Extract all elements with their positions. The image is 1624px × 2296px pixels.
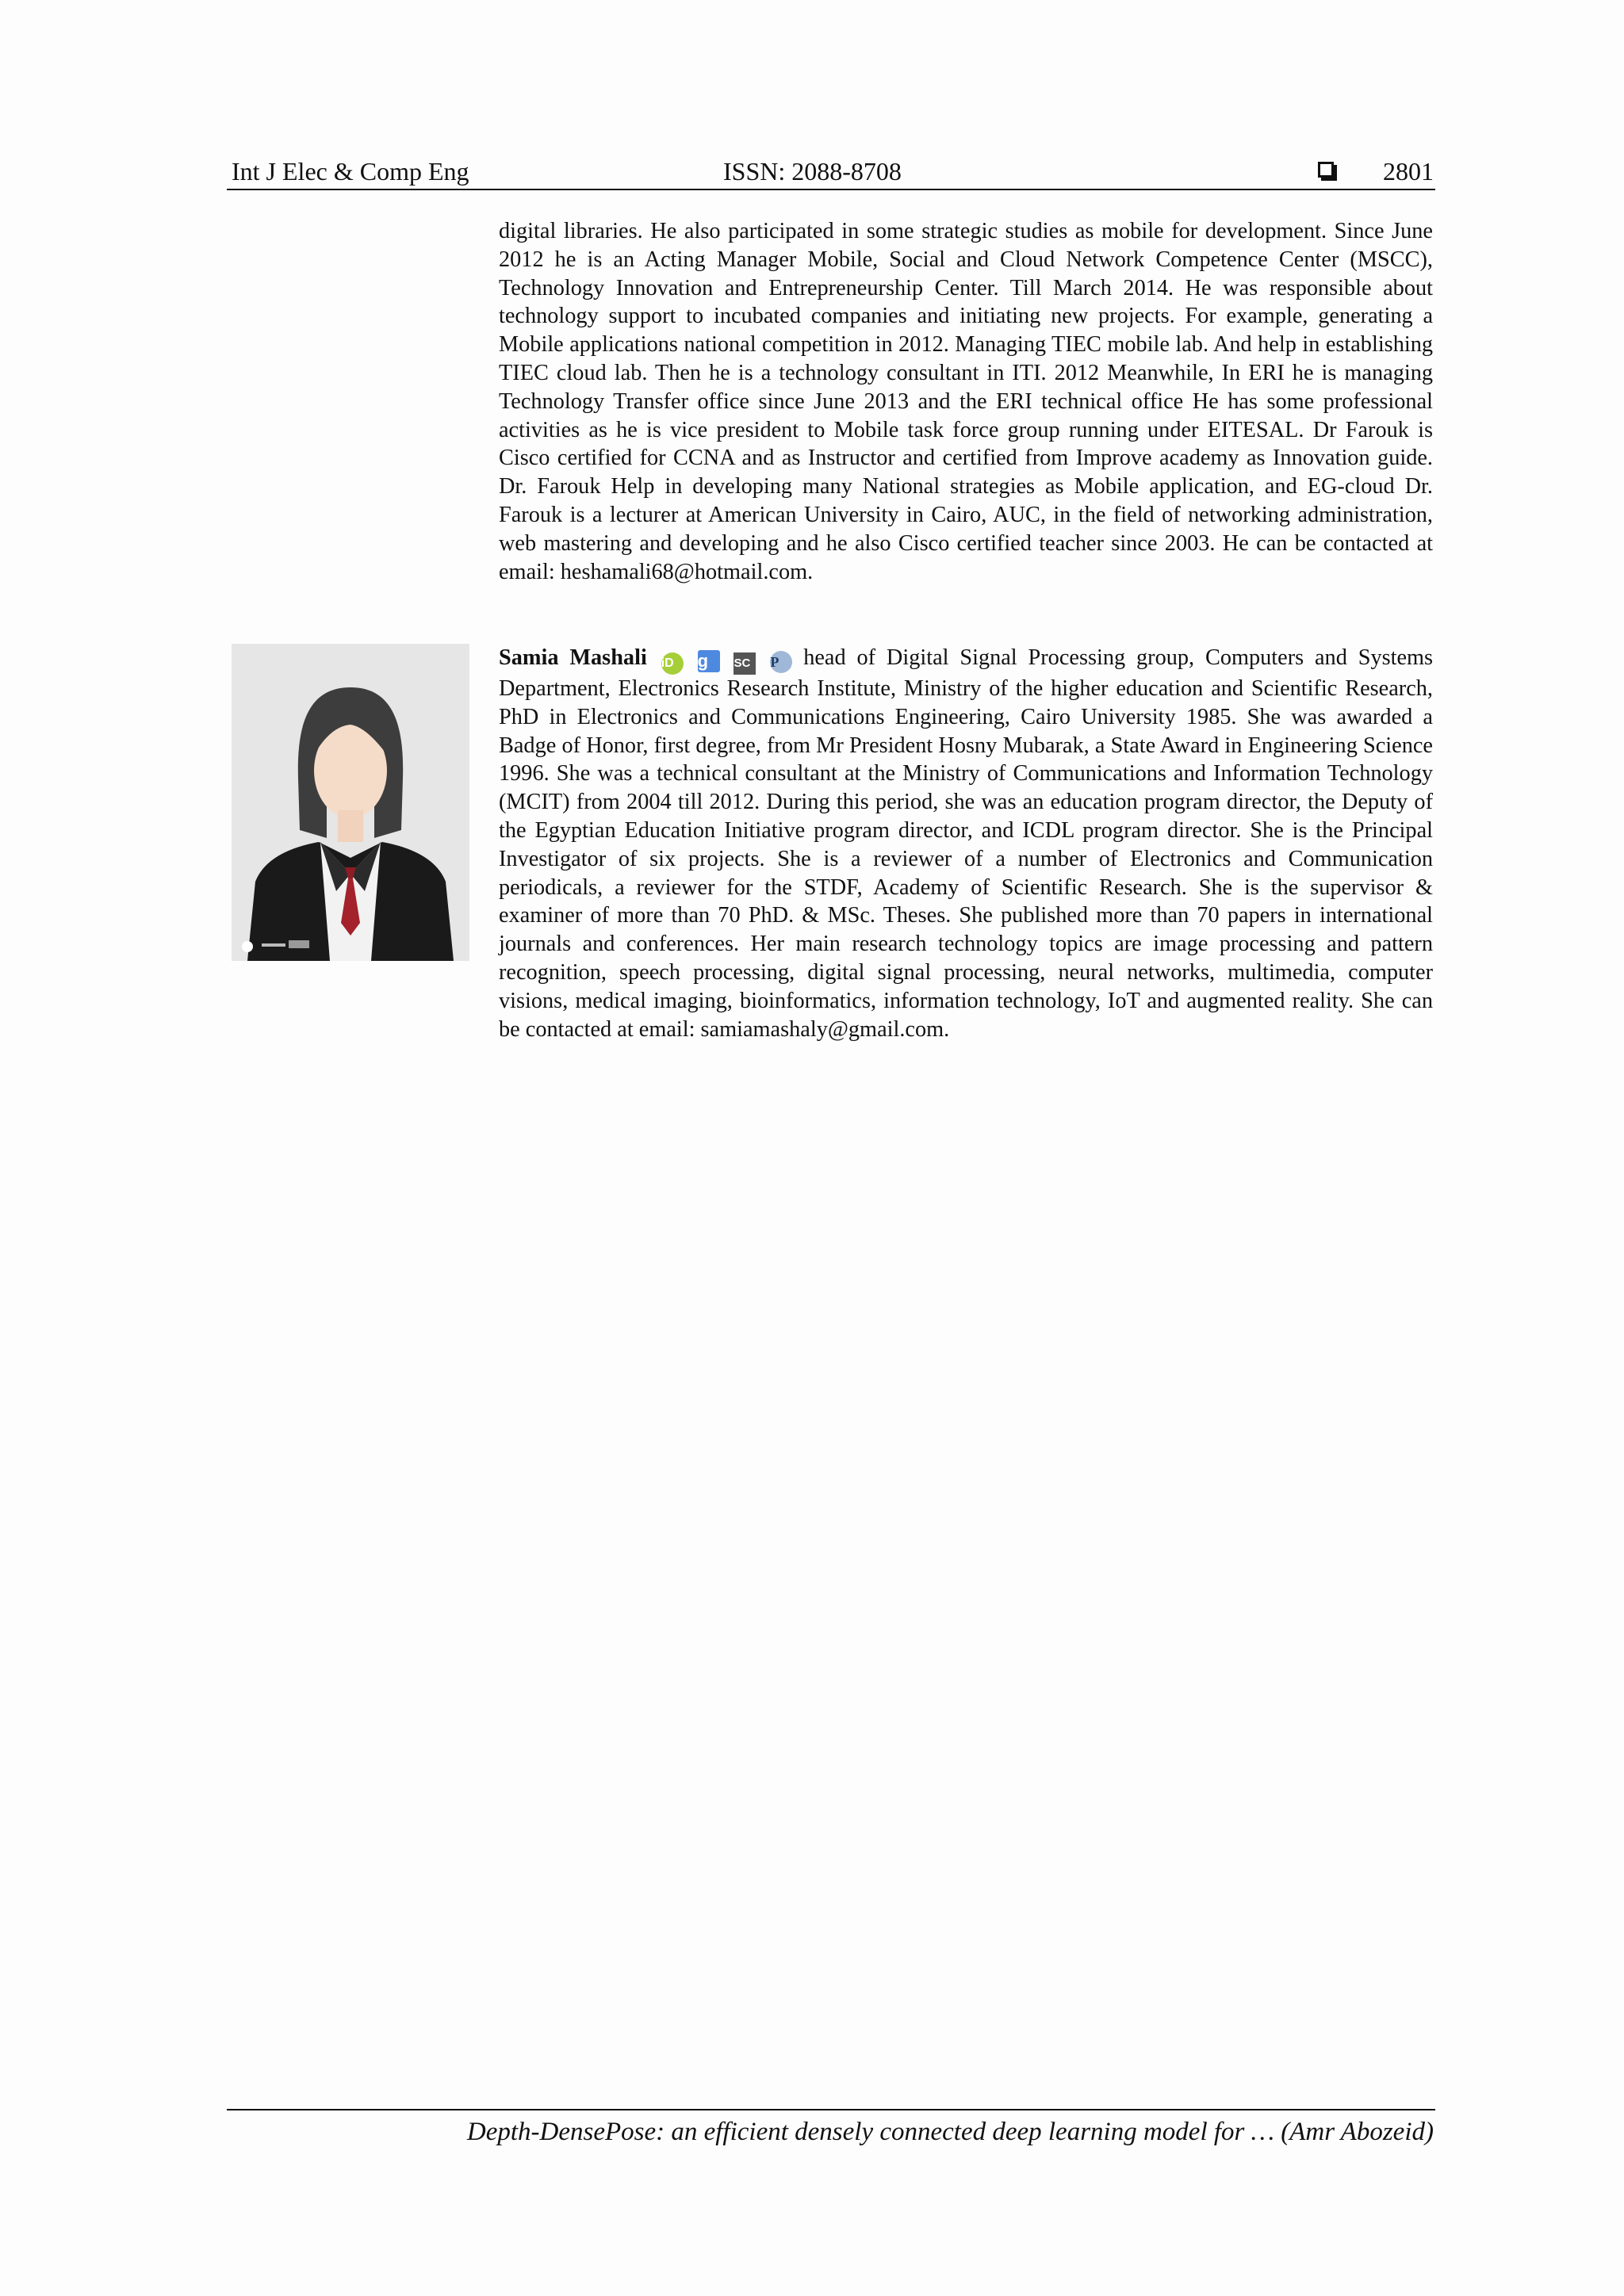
bio-continuation-paragraph: digital libraries. He also participated in some strategic studies as mobile for development. Since June 2012 he is an Acting Manager Mobile, Social and Cloud Network Competence Center (MSCC), Technology Innovation and Entrepreneurship Center. Till March 2014. He was responsible about technology support to incubated companies and initiating new projects. For example, generating a Mobile applications national competition in 2012. Managing TIEC mobile lab. And help in establishing TIEC cloud lab. Then he is a technology consultant in ITI. 2012 Meanwhile, In ERI he is managing Technology Transfer office since June 2013 and the ERI technical office He has some professional activities as he is vice president to Mobile task force group running under EITESAL. Dr Farouk is Cisco certified for CCNA and as Instructor and certified from Improve academy as Innovation guide. Dr. Farouk Help in developing many National strategies as Mobile application, and EG-cloud Dr. Farouk is a lecturer at American University in Cairo, AUC, in the field of networking administration, web mastering and developing and he also Cisco certified teacher since 2003. He can be contacted at email: heshamali68@hotmail.com.: [499, 219, 1433, 584]
page-number: 2801: [1383, 157, 1434, 186]
header-rule: [227, 189, 1435, 190]
publons-icon[interactable]: P: [770, 651, 792, 673]
bio-mashali-text: head of Digital Signal Processing group, Computers and Systems Department, Electronics Research Institute, Ministry of the higher education and Scientific Research, PhD in Electronics and Communications Engineering, Cairo University 1985. She was awarded a Badge of Honor, first degree, from Mr President Hosny Mubarak, a State Award in Engineering Science 1996. She was a technical consultant at the Ministry of Communications and Information Technology (MCIT) from 2004 till 2012. During this period, she was an education program director, the Deputy of the Egyptian Education Initiative program director, and ICDL program director. She is the Principal Investigator of six projects. She is a reviewer of a number of Electronics and Communication periodicals, a reviewer for the STDF, Academy of Scientific Research. She is the supervisor & examiner of more than 70 PhD. & MSc. Theses. She published more than 70 papers in international journals and conferences. Her main research technology topics are image processing and pattern recognition, speech processing, digital signal processing, neural networks, multimedia, computer visions, medical imaging, bioinformatics, information technology, IoT and augmented reality. She can be contacted at email: samiamashaly@gmail.com.: [499, 645, 1434, 1042]
orcid-icon[interactable]: iD: [661, 652, 684, 675]
running-header: [232, 152, 1434, 190]
running-footer: Depth-DensePose: an efficient densely connected deep learning model for … (Amr Abozeid): [466, 2118, 1434, 2146]
scopus-icon[interactable]: SC: [733, 652, 756, 675]
author-name: Samia Mashali: [499, 645, 647, 670]
footer-rule: [227, 2109, 1435, 2110]
google-scholar-icon[interactable]: g: [698, 650, 720, 672]
issn-label: ISSN: 2088-8708: [723, 157, 902, 186]
author-photo: [232, 644, 469, 961]
avatar-illustration: [232, 644, 469, 961]
square-bullet-icon: [1318, 162, 1334, 178]
bio-mashali-paragraph: [499, 644, 1433, 1043]
journal-abbreviation: Int J Elec & Comp Eng: [232, 157, 469, 186]
